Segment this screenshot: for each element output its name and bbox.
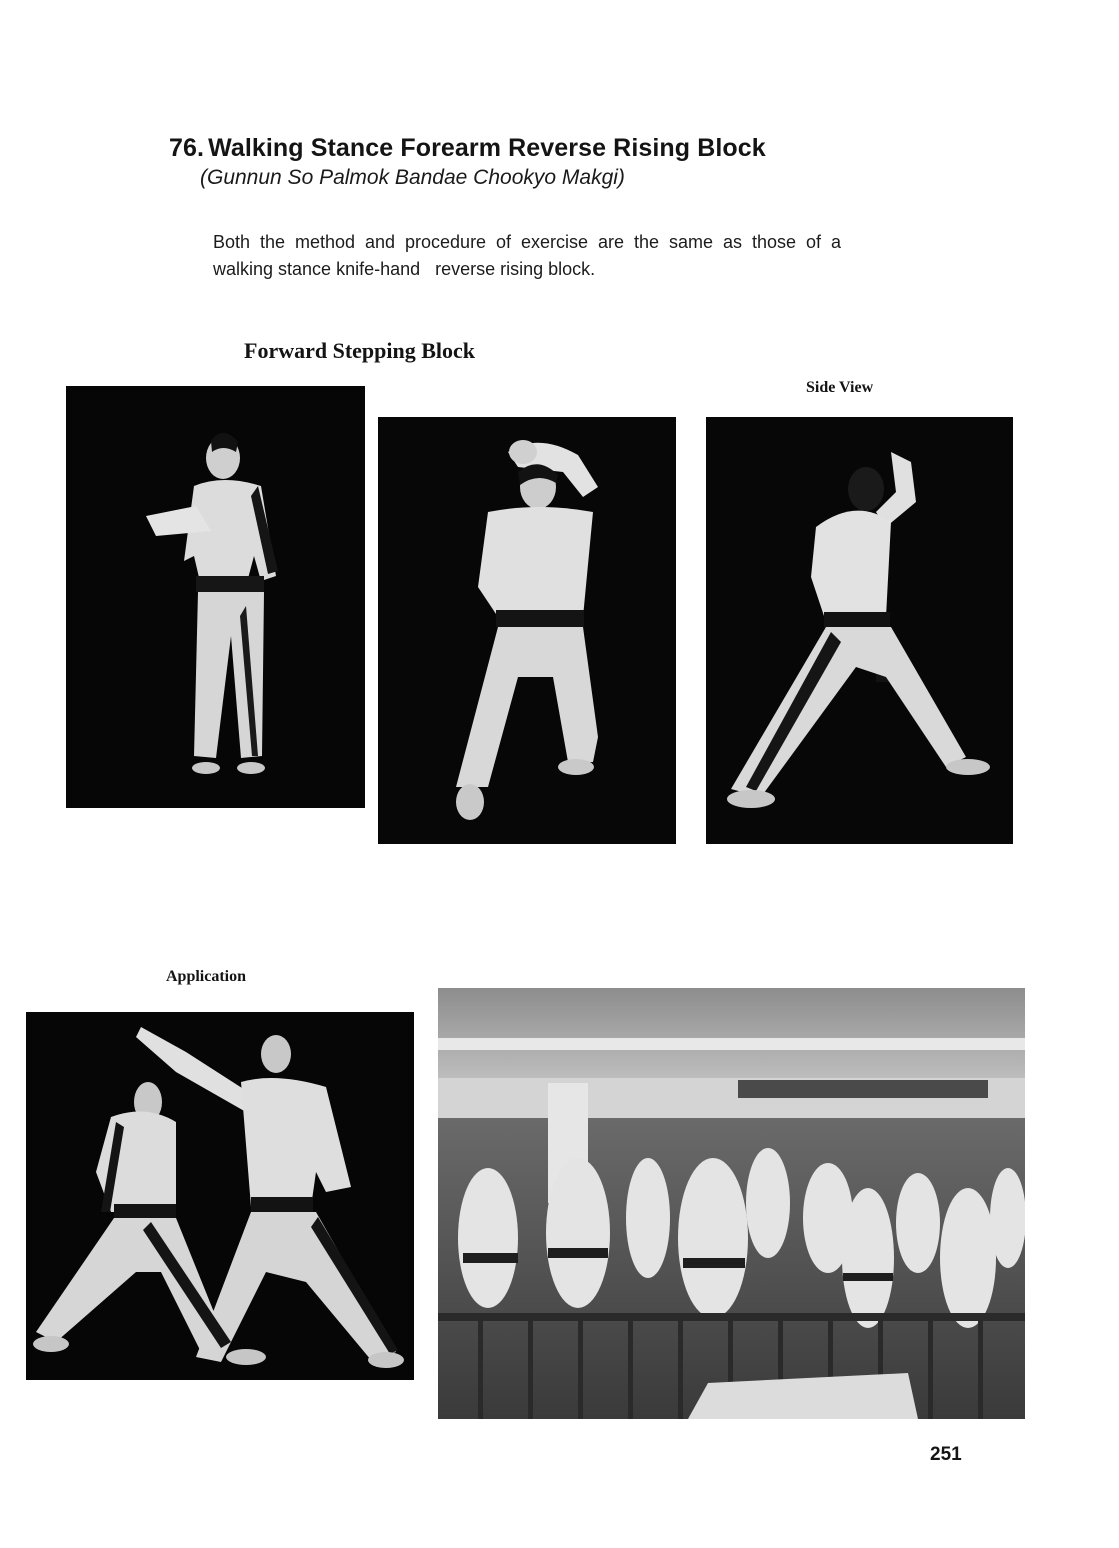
- section-label-application: Application: [166, 968, 247, 985]
- photo-ready-stance: [66, 386, 365, 808]
- figure-illustration: [66, 386, 365, 808]
- exercise-title-text: Walking Stance Forearm Reverse Rising Block: [208, 134, 766, 162]
- exercise-korean-name: (Gunnun So Palmok Bandae Chookyo Makgi): [200, 166, 625, 189]
- exercise-number: 76.: [169, 134, 205, 162]
- section-label-side-view: Side View: [806, 379, 874, 396]
- photo-rising-block-side: [706, 417, 1013, 844]
- exercise-title: [169, 134, 766, 163]
- section-label-forward-stepping: Forward Stepping Block: [244, 338, 476, 363]
- figure-illustration: [26, 1012, 414, 1380]
- class-illustration: [438, 988, 1025, 1419]
- photo-rising-block-front: [378, 417, 676, 844]
- figure-illustration: [706, 417, 1013, 844]
- exercise-description: Both the method and procedure of exercise are the same as those of a walking stance knife-hand reverse rising block.: [213, 232, 852, 279]
- figure-illustration: [378, 417, 676, 844]
- photo-application: [26, 1012, 414, 1380]
- page-number: 251: [930, 1444, 962, 1465]
- photo-class: [438, 988, 1025, 1419]
